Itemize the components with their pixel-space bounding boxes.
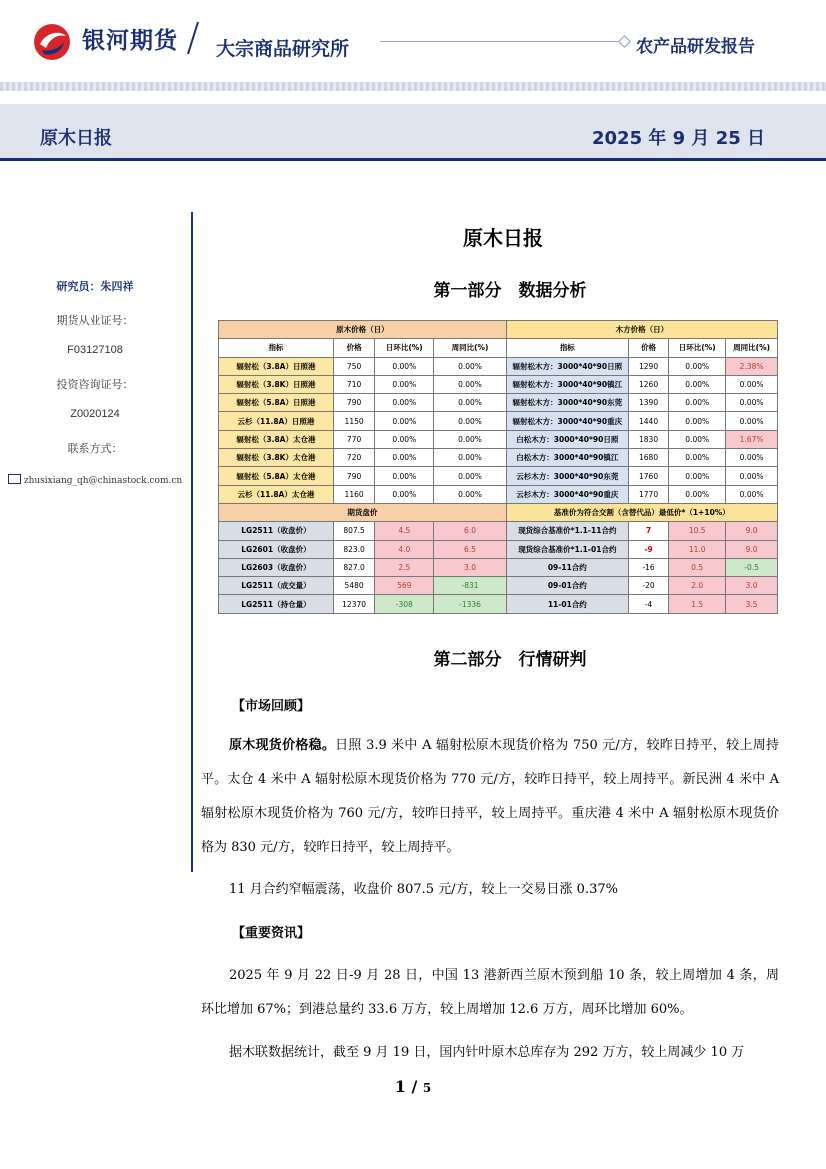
futures-change1-cell: 569	[375, 577, 434, 595]
wood-dod-cell: 0.00%	[669, 394, 726, 412]
wood-price-cell: 1390	[628, 394, 668, 412]
email-link[interactable]: zhusixiang_qh@chinastock.com.cn	[23, 476, 183, 486]
wood-name-cell: 辐射松木方：3000*40*90日照	[506, 357, 628, 375]
log-price-cell: 790	[333, 394, 374, 412]
market-body: 日照 3.9 米中 A 辐射松原木现货价格为 750 元/方，较昨日持平，较上周持平。太仓 4 米中 A 辐射松原木现货价格为 770 元/方，较昨日持平，较上周持平。新民洲 4 米中 A 辐射松原木现货价格为 760 元/方，较昨日持平，较上周持平。重庆港 4 米中 A 辐射松原木现货价格为 830 元/方，较昨日持平，较上周持平。	[201, 738, 779, 855]
market-lead: 原木现货价格稳。	[229, 738, 336, 753]
col-header-indicator: 指标	[219, 339, 334, 357]
futures-change1-cell: 4.5	[375, 522, 434, 540]
wood-name-cell: 云杉木方：3000*40*90东莞	[506, 467, 628, 485]
table-row	[219, 357, 778, 375]
basis-name-cell: 09-11合约	[506, 558, 628, 576]
wood-price-cell: 1770	[628, 485, 668, 503]
futures-title: 期货盘价	[219, 503, 507, 521]
futures-value-cell: 807.5	[333, 522, 374, 540]
table-row	[219, 595, 778, 613]
table-row	[219, 394, 778, 412]
wood-dod-cell: 0.00%	[669, 430, 726, 448]
wood-name-cell: 辐射松木方：3000*40*90镇江	[506, 375, 628, 393]
table-row	[219, 430, 778, 448]
table-row	[219, 540, 778, 558]
basis-change1-cell: 0.5	[669, 558, 726, 576]
futures-change1-cell: 4.0	[375, 540, 434, 558]
log-dod-cell: 0.00%	[375, 394, 434, 412]
wood-price-cell: 1680	[628, 449, 668, 467]
log-dod-cell: 0.00%	[375, 430, 434, 448]
mail-icon	[8, 474, 21, 484]
log-price-cell: 770	[333, 430, 374, 448]
wood-name-cell: 辐射松木方：3000*40*90东莞	[506, 394, 628, 412]
futures-change2-cell: 3.0	[434, 558, 506, 576]
consult-label: 投资咨询证号：	[56, 378, 134, 391]
log-name-cell: 辐射松（3.8A）太仓港	[219, 430, 334, 448]
col-header-wow: 周同比(%)	[726, 339, 778, 357]
basis-change2-cell: 3.5	[726, 595, 778, 613]
basis-change1-cell: 1.5	[669, 595, 726, 613]
col-header-dod: 日环比(%)	[375, 339, 434, 357]
basis-name-cell: 09-01合约	[506, 577, 628, 595]
futures-change2-cell: -1336	[434, 595, 506, 613]
wood-price-cell: 1260	[628, 375, 668, 393]
log-wow-cell: 0.00%	[434, 467, 506, 485]
table-row	[219, 522, 778, 540]
wood-wow-cell: 0.00%	[726, 394, 778, 412]
wood-wow-cell: 0.00%	[726, 485, 778, 503]
basis-name-cell: 现货综合基准价*1.1-11合约	[506, 522, 628, 540]
log-name-cell: 云杉（11.8A）日照港	[219, 412, 334, 430]
log-name-cell: 辐射松（5.8A）太仓港	[219, 467, 334, 485]
log-name-cell: 辐射松（3.8A）日照港	[219, 357, 334, 375]
wood-name-cell: 白松木方：3000*40*90日照	[506, 430, 628, 448]
futures-value-cell: 12370	[333, 595, 374, 613]
table-title-row	[219, 321, 778, 339]
header-stripe	[0, 82, 826, 91]
wood-wow-cell: 0.00%	[726, 412, 778, 430]
futures-paragraph: 11 月合约窄幅震荡，收盘价 807.5 元/方，较上一交易日涨 0.37%	[229, 882, 618, 897]
email-row	[0, 473, 190, 486]
col-header-wow: 周同比(%)	[434, 339, 506, 357]
futures-name-cell: LG2603（收盘价）	[219, 558, 334, 576]
wood-price-cell: 1830	[628, 430, 668, 448]
wood-name-cell: 辐射松木方：3000*40*90重庆	[506, 412, 628, 430]
news-paragraph-inventory: 据木联数据统计，截至 9 月 19 日，国内针叶原木总库存为 292 万方，较上周减少 10 万	[229, 1045, 745, 1060]
wood-price-cell: 1290	[628, 357, 668, 375]
futures-change1-cell: -308	[375, 595, 434, 613]
page-number	[0, 1077, 826, 1096]
part1-heading: 第一部分 数据分析	[433, 281, 587, 301]
contact-label: 联系方式：	[67, 442, 123, 455]
log-dod-cell: 0.00%	[375, 485, 434, 503]
futures-name-cell: LG2511（成交量）	[219, 577, 334, 595]
cert-number: F03127108	[67, 344, 123, 356]
researcher-name: 研究员：朱四祥	[56, 280, 134, 293]
logo-mark	[32, 22, 72, 62]
wood-dod-cell: 0.00%	[669, 375, 726, 393]
table-row	[219, 412, 778, 430]
table-row	[219, 449, 778, 467]
diamond-icon	[618, 35, 631, 48]
table-row	[219, 485, 778, 503]
market-paragraph	[201, 729, 779, 865]
basis-change2-cell: 9.0	[726, 522, 778, 540]
data-table	[218, 320, 778, 614]
news-heading: 【重要资讯】	[232, 926, 311, 941]
basis-value-cell: -4	[628, 595, 668, 613]
log-name-cell: 云杉（11.8A）太仓港	[219, 485, 334, 503]
col-header-price: 价格	[333, 339, 374, 357]
log-name-cell: 辐射松（5.8A）日照港	[219, 394, 334, 412]
report-type: 农产品研发报告	[636, 37, 755, 57]
table-row	[219, 467, 778, 485]
basis-change2-cell: 9.0	[726, 540, 778, 558]
futures-name-cell: LG2511（持仓量）	[219, 595, 334, 613]
col-header-indicator: 指标	[506, 339, 628, 357]
slash-divider	[186, 20, 200, 56]
log-dod-cell: 0.00%	[375, 412, 434, 430]
log-price-cell: 750	[333, 357, 374, 375]
futures-value-cell: 827.0	[333, 558, 374, 576]
log-dod-cell: 0.00%	[375, 375, 434, 393]
basis-title: 基准价为符合交割（含替代品）最低价*（1+10%）	[506, 503, 777, 521]
basis-change2-cell: -0.5	[726, 558, 778, 576]
log-price-cell: 1160	[333, 485, 374, 503]
page-current: 1	[394, 1077, 406, 1096]
basis-value-cell: -9	[628, 540, 668, 558]
wood-wow-cell: 0.00%	[726, 449, 778, 467]
table-row	[219, 558, 778, 576]
log-dod-cell: 0.00%	[375, 467, 434, 485]
page-total: 5	[422, 1081, 432, 1095]
wood-wow-cell: 0.00%	[726, 467, 778, 485]
log-wow-cell: 0.00%	[434, 375, 506, 393]
wood-dod-cell: 0.00%	[669, 449, 726, 467]
table-section-row	[219, 503, 778, 521]
band-title: 原木日报	[40, 128, 112, 149]
wood-dod-cell: 0.00%	[669, 467, 726, 485]
sidebar-rule	[191, 212, 193, 872]
header-rule	[380, 41, 622, 42]
wood-price-title: 木方价格（日）	[506, 321, 777, 339]
part2-heading: 第二部分 行情研判	[433, 650, 587, 670]
wood-dod-cell: 0.00%	[669, 357, 726, 375]
wood-wow-cell: 0.00%	[726, 375, 778, 393]
basis-value-cell: -20	[628, 577, 668, 595]
wood-wow-cell: 2.38%	[726, 357, 778, 375]
log-price-cell: 790	[333, 467, 374, 485]
log-wow-cell: 0.00%	[434, 357, 506, 375]
log-wow-cell: 0.00%	[434, 412, 506, 430]
futures-value-cell: 823.0	[333, 540, 374, 558]
col-header-dod: 日环比(%)	[669, 339, 726, 357]
basis-change2-cell: 3.0	[726, 577, 778, 595]
log-dod-cell: 0.00%	[375, 357, 434, 375]
log-name-cell: 辐射松（3.8K）太仓港	[219, 449, 334, 467]
log-price-cell: 1150	[333, 412, 374, 430]
wood-dod-cell: 0.00%	[669, 412, 726, 430]
log-wow-cell: 0.00%	[434, 394, 506, 412]
futures-name-cell: LG2511（收盘价）	[219, 522, 334, 540]
col-header-price: 价格	[628, 339, 668, 357]
wood-price-cell: 1440	[628, 412, 668, 430]
wood-wow-cell: 1.67%	[726, 430, 778, 448]
basis-change1-cell: 10.5	[669, 522, 726, 540]
basis-change1-cell: 2.0	[669, 577, 726, 595]
log-wow-cell: 0.00%	[434, 430, 506, 448]
news-paragraph-arrivals: 2025 年 9 月 22 日-9 月 28 日，中国 13 港新西兰原木预到船 10 条，较上周增加 4 条，周环比增加 67%；到港总量约 33.6 万方，较上周增加 12.6 万方，周环比增加 60%。	[201, 968, 779, 1017]
futures-name-cell: LG2601（收盘价）	[219, 540, 334, 558]
table-row	[219, 577, 778, 595]
band-date: 2025 年 9 月 25 日	[592, 128, 766, 149]
table-row	[219, 375, 778, 393]
wood-name-cell: 云杉木方：3000*40*90重庆	[506, 485, 628, 503]
basis-name-cell: 现货综合基准价*1.1-01合约	[506, 540, 628, 558]
log-name-cell: 辐射松（3.8K）日照港	[219, 375, 334, 393]
wood-name-cell: 白松木方：3000*40*90镇江	[506, 449, 628, 467]
futures-change1-cell: 2.5	[375, 558, 434, 576]
wood-price-cell: 1760	[628, 467, 668, 485]
log-price-cell: 720	[333, 449, 374, 467]
consult-number: Z0020124	[70, 408, 120, 420]
brand-name: 银河期货	[82, 28, 178, 54]
futures-change2-cell: 6.0	[434, 522, 506, 540]
log-wow-cell: 0.00%	[434, 449, 506, 467]
basis-value-cell: -16	[628, 558, 668, 576]
futures-value-cell: 5480	[333, 577, 374, 595]
log-price-title: 原木价格（日）	[219, 321, 507, 339]
institute-name: 大宗商品研究所	[216, 38, 350, 60]
basis-name-cell: 11-01合约	[506, 595, 628, 613]
basis-value-cell: 7	[628, 522, 668, 540]
wood-dod-cell: 0.00%	[669, 485, 726, 503]
report-title: 原木日报	[463, 226, 543, 250]
futures-change2-cell: -831	[434, 577, 506, 595]
cert-label: 期货从业证号：	[56, 314, 134, 327]
table-column-header-row	[219, 339, 778, 357]
basis-change1-cell: 11.0	[669, 540, 726, 558]
log-wow-cell: 0.00%	[434, 485, 506, 503]
market-review-heading: 【市场回顾】	[232, 699, 311, 714]
log-dod-cell: 0.00%	[375, 449, 434, 467]
page-separator: /	[405, 1077, 423, 1096]
log-price-cell: 710	[333, 375, 374, 393]
futures-change2-cell: 6.5	[434, 540, 506, 558]
table-body	[219, 321, 778, 614]
